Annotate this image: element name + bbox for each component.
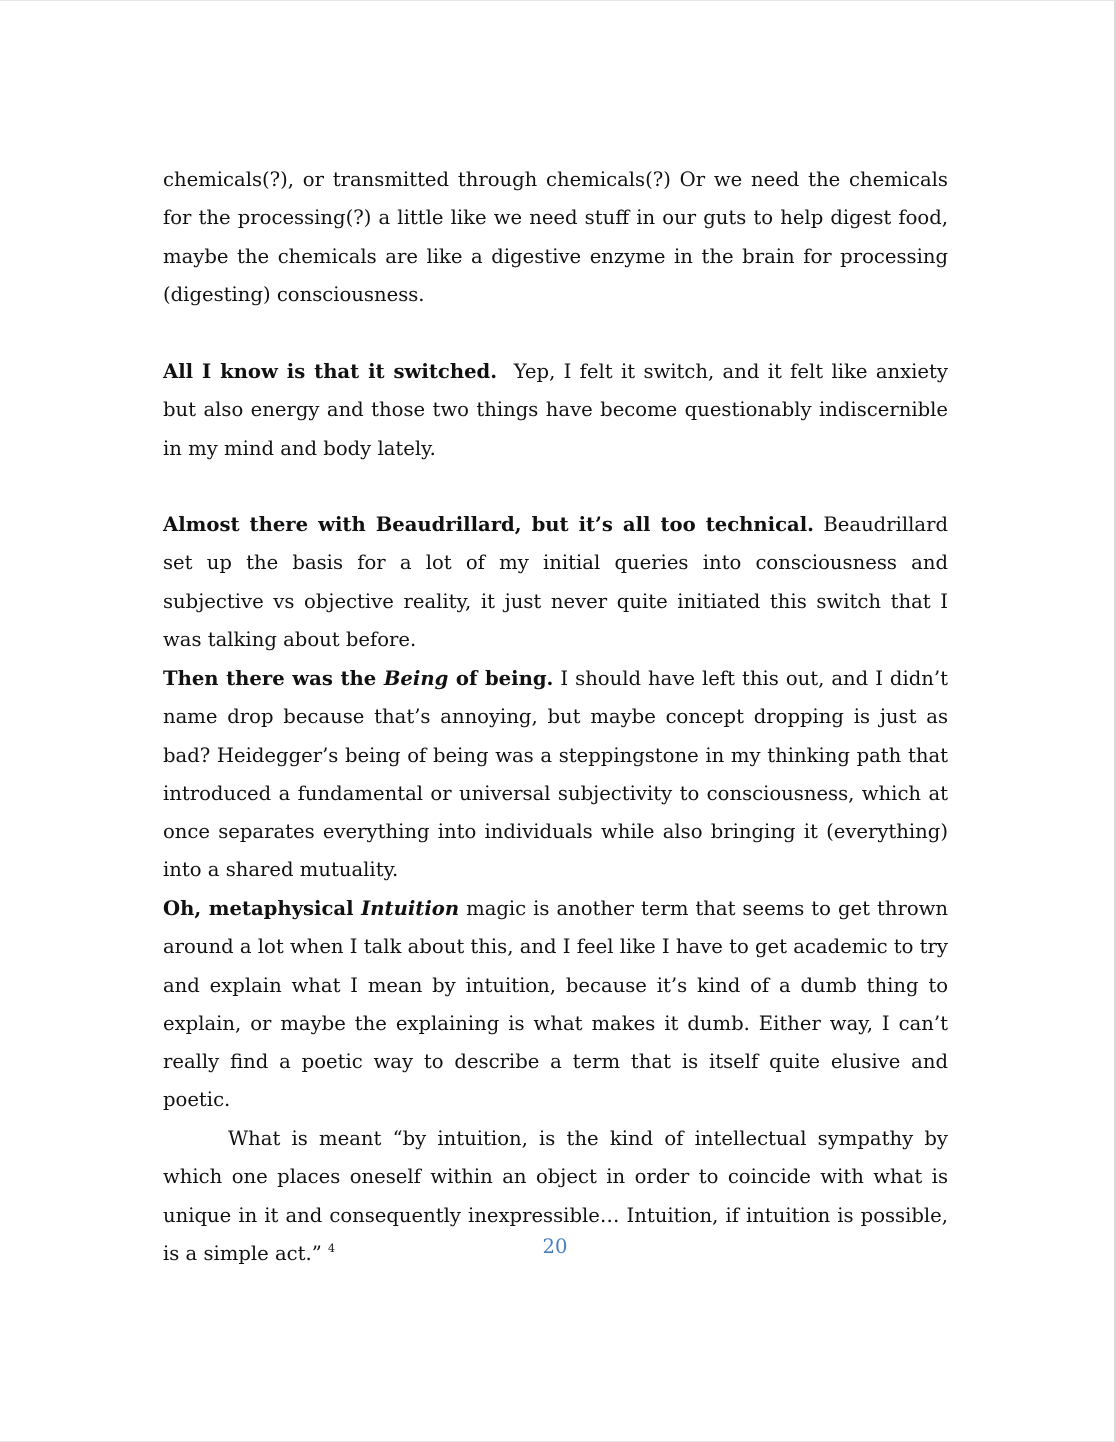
paragraph-beaudrillard (163, 506, 948, 659)
paragraph-lead-italic: Being (383, 667, 449, 690)
paragraph-intuition (163, 890, 948, 1120)
paragraph-switched (163, 353, 948, 468)
paragraph-lead: Then there was the Being of being. (163, 667, 554, 690)
paragraph-lead-italic: Intuition (361, 897, 460, 920)
paragraph-being-of-being (163, 660, 948, 890)
paragraph-text: chemicals(?), or transmitted through chemicals(?) Or we need the chemicals for the processing(?) a little like we need stuff in our guts to help digest food, maybe the chemicals are like a digestive enzyme in the brain for processing (digesting) consciousness. (163, 168, 948, 306)
paragraph-lead: Almost there with Beaudrillard, but it’s all too technical. (163, 513, 814, 536)
footnote-reference[interactable]: 4 (328, 1241, 336, 1255)
paragraph-lead: Oh, metaphysical Intuition (163, 897, 460, 920)
paragraph-text: Beaudrillard set up the basis for a lot of my initial queries into consciousness and subjective vs objective reality, it just never quite initiated this switch that I was talking about before. (163, 513, 948, 651)
paragraph-lead: All I know is that it switched. (163, 360, 498, 383)
page-number: 20 (542, 1235, 568, 1258)
paragraph-text: Yep, I felt it switch, and it felt like anxiety but also energy and those two things have become questionably indiscernible in my mind and body lately. (163, 360, 948, 460)
paragraph-chemicals (163, 161, 948, 314)
paragraph-text: I should have left this out, and I didn’t name drop because that’s annoying, but maybe concept dropping is just as bad? Heidegger’s being of being was a steppingstone in my thinking path that introduced a fundamental or universal subjectivity to consciousness, which at once separates everything into individuals while also bringing it (everything) into a shared mutuality. (163, 667, 949, 882)
paragraph-text: magic is another term that seems to get thrown around a lot when I talk about this, and I feel like I have to get academic to try and explain what I mean by intuition, because it’s kind of a dumb thing to explain, or maybe the explaining is what makes it dumb. Either way, I can’t really find a poetic way to describe a term that is itself quite elusive and poetic. (163, 897, 949, 1112)
quote-text: What is meant “by intuition, is the kind of intellectual sympathy by which one places oneself within an object in order to coincide with what is unique in it and consequently inexpressible… Intuition, if intuition is possible, is a simple act.” (163, 1127, 948, 1265)
